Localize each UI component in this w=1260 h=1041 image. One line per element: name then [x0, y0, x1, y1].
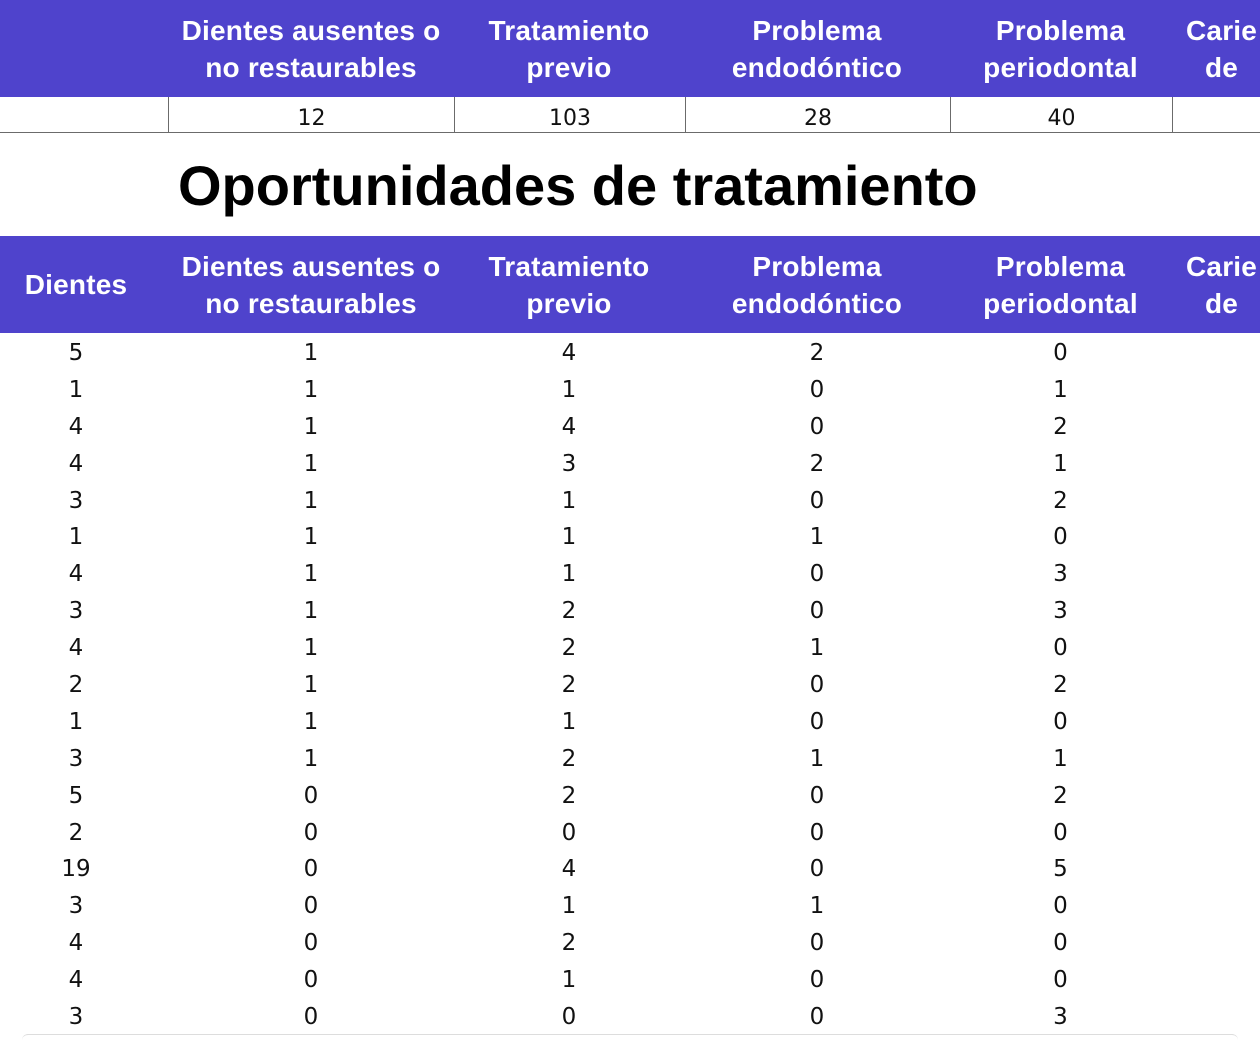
cell-teeth: 2	[68, 672, 84, 699]
column-header-missing-teeth: Dientes ausentes o no restaurables	[181, 250, 441, 319]
cell-endodontic: 0	[809, 782, 825, 809]
cell-missing-teeth: 0	[303, 893, 319, 920]
cell-endodontic: 0	[809, 598, 825, 625]
table-row	[0, 741, 1260, 778]
column-header-teeth: Dientes	[24, 269, 128, 300]
cell-teeth: 5	[68, 782, 84, 809]
cell-periodontal: 2	[1053, 672, 1068, 699]
cell-periodontal: 0	[1053, 967, 1068, 994]
summary-header-previous-treatment: Tratamiento previo	[488, 14, 650, 83]
cell-teeth: 3	[68, 893, 84, 920]
table-row	[0, 962, 1260, 999]
column-header-periodontal: Problema periodontal	[983, 250, 1138, 319]
cell-previous-treatment: 2	[561, 672, 577, 699]
cell-previous-treatment: 1	[561, 967, 577, 994]
total-periodontal: 40	[950, 97, 1172, 133]
cell-teeth: 1	[68, 524, 84, 551]
cell-endodontic: 0	[809, 561, 825, 588]
cell-missing-teeth: 0	[303, 1004, 319, 1031]
cell-endodontic: 2	[809, 450, 825, 477]
table-row	[0, 519, 1260, 556]
cell-endodontic: 0	[809, 672, 825, 699]
summary-header-missing-teeth: Dientes ausentes o no restaurables	[181, 14, 441, 83]
cell-previous-treatment: 1	[561, 893, 577, 920]
cell-missing-teeth: 1	[303, 376, 319, 403]
cell-periodontal: 2	[1053, 487, 1068, 514]
cell-endodontic: 1	[809, 893, 825, 920]
cell-missing-teeth: 1	[303, 635, 319, 662]
cell-missing-teeth: 0	[303, 782, 319, 809]
summary-header-blank	[0, 0, 152, 97]
cell-endodontic: 0	[809, 967, 825, 994]
cell-missing-teeth: 1	[303, 524, 319, 551]
table-row	[0, 704, 1260, 741]
table-row	[0, 446, 1260, 483]
cell-teeth: 4	[68, 967, 84, 994]
cell-periodontal: 3	[1053, 1004, 1068, 1031]
cell-endodontic: 0	[809, 856, 825, 883]
totals-row	[0, 97, 1260, 133]
table-row	[0, 888, 1260, 925]
cell-periodontal: 3	[1053, 598, 1068, 625]
summary-header-endodontic: Problema endodóntico	[731, 14, 903, 83]
cell-previous-treatment: 4	[561, 856, 577, 883]
cell-teeth: 5	[68, 340, 84, 366]
cell-previous-treatment: 0	[561, 819, 577, 846]
cell-teeth: 19	[61, 856, 91, 883]
table-row	[0, 556, 1260, 593]
cell-teeth: 4	[68, 635, 84, 662]
cell-periodontal: 5	[1053, 856, 1068, 883]
cell-endodontic: 0	[809, 1004, 825, 1031]
table-row	[0, 630, 1260, 667]
table-row	[0, 483, 1260, 520]
cell-missing-teeth: 1	[303, 340, 319, 366]
cell-periodontal: 1	[1053, 745, 1068, 772]
cell-teeth: 1	[68, 708, 84, 735]
cell-missing-teeth: 1	[303, 598, 319, 625]
cell-previous-treatment: 3	[561, 450, 577, 477]
column-header-previous-treatment: Tratamiento previo	[488, 250, 650, 319]
total-endodontic: 28	[685, 97, 950, 133]
cell-missing-teeth: 0	[303, 856, 319, 883]
table-row	[0, 335, 1260, 372]
cell-previous-treatment: 4	[561, 340, 577, 366]
cell-teeth: 3	[68, 598, 84, 625]
cell-missing-teeth: 1	[303, 561, 319, 588]
cell-endodontic: 0	[809, 819, 825, 846]
cell-missing-teeth: 1	[303, 450, 319, 477]
cell-endodontic: 0	[809, 413, 825, 440]
cell-endodontic: 0	[809, 376, 825, 403]
column-header-caries: Carie de	[1186, 250, 1258, 319]
summary-header-caries: Carie de	[1186, 14, 1258, 83]
cell-teeth: 4	[68, 930, 84, 957]
column-header-endodontic: Problema endodóntico	[731, 250, 903, 319]
cell-periodontal: 0	[1053, 524, 1068, 551]
cell-previous-treatment: 0	[561, 1004, 577, 1031]
cell-previous-treatment: 2	[561, 598, 577, 625]
cell-periodontal: 0	[1053, 893, 1068, 920]
cell-previous-treatment: 1	[561, 376, 577, 403]
cell-previous-treatment: 1	[561, 524, 577, 551]
cell-periodontal: 0	[1053, 819, 1068, 846]
cell-endodontic: 2	[809, 340, 825, 366]
cell-periodontal: 0	[1053, 930, 1068, 957]
cell-endodontic: 1	[809, 635, 825, 662]
cell-periodontal: 1	[1053, 376, 1068, 403]
cell-periodontal: 0	[1053, 708, 1068, 735]
cell-endodontic: 1	[809, 524, 825, 551]
cell-teeth: 2	[68, 819, 84, 846]
cell-missing-teeth: 1	[303, 708, 319, 735]
cell-previous-treatment: 2	[561, 635, 577, 662]
cell-teeth: 4	[68, 413, 84, 440]
cell-missing-teeth: 1	[303, 413, 319, 440]
total-missing-teeth: 12	[168, 97, 454, 133]
table-row	[0, 815, 1260, 852]
table-row	[0, 593, 1260, 630]
table-row	[0, 409, 1260, 446]
table-body	[0, 335, 1260, 1036]
table-row	[0, 999, 1260, 1036]
cell-endodontic: 0	[809, 487, 825, 514]
table-header	[0, 236, 1260, 333]
cell-endodontic: 0	[809, 930, 825, 957]
total-caries	[1172, 97, 1260, 133]
table-row	[0, 851, 1260, 888]
cell-missing-teeth: 0	[303, 819, 319, 846]
cell-periodontal: 1	[1053, 450, 1068, 477]
cell-periodontal: 2	[1053, 782, 1068, 809]
cell-previous-treatment: 1	[561, 561, 577, 588]
cell-endodontic: 1	[809, 745, 825, 772]
cell-previous-treatment: 2	[561, 782, 577, 809]
cell-teeth: 1	[68, 376, 84, 403]
cell-previous-treatment: 1	[561, 487, 577, 514]
cell-missing-teeth: 1	[303, 745, 319, 772]
cell-teeth: 3	[68, 487, 84, 514]
cell-missing-teeth: 0	[303, 967, 319, 994]
cell-periodontal: 0	[1053, 340, 1068, 366]
table-row	[0, 372, 1260, 409]
section-title: Oportunidades de tratamiento	[178, 154, 978, 217]
cell-teeth: 4	[68, 561, 84, 588]
table-row	[0, 667, 1260, 704]
summary-header-periodontal: Problema periodontal	[983, 14, 1138, 83]
cell-missing-teeth: 1	[303, 672, 319, 699]
cell-missing-teeth: 1	[303, 487, 319, 514]
cell-endodontic: 0	[809, 708, 825, 735]
cell-teeth: 4	[68, 450, 84, 477]
cell-missing-teeth: 0	[303, 930, 319, 957]
total-cell-blank	[0, 97, 152, 133]
cell-previous-treatment: 2	[561, 930, 577, 957]
cell-periodontal: 2	[1053, 413, 1068, 440]
cell-periodontal: 3	[1053, 561, 1068, 588]
total-previous-treatment: 103	[454, 97, 685, 133]
cell-previous-treatment: 4	[561, 413, 577, 440]
cell-previous-treatment: 1	[561, 708, 577, 735]
cell-periodontal: 0	[1053, 635, 1068, 662]
cell-teeth: 3	[68, 1004, 84, 1031]
cell-teeth: 3	[68, 745, 84, 772]
summary-header	[0, 0, 1260, 97]
table-row	[0, 778, 1260, 815]
cell-previous-treatment: 2	[561, 745, 577, 772]
table-row	[0, 925, 1260, 962]
